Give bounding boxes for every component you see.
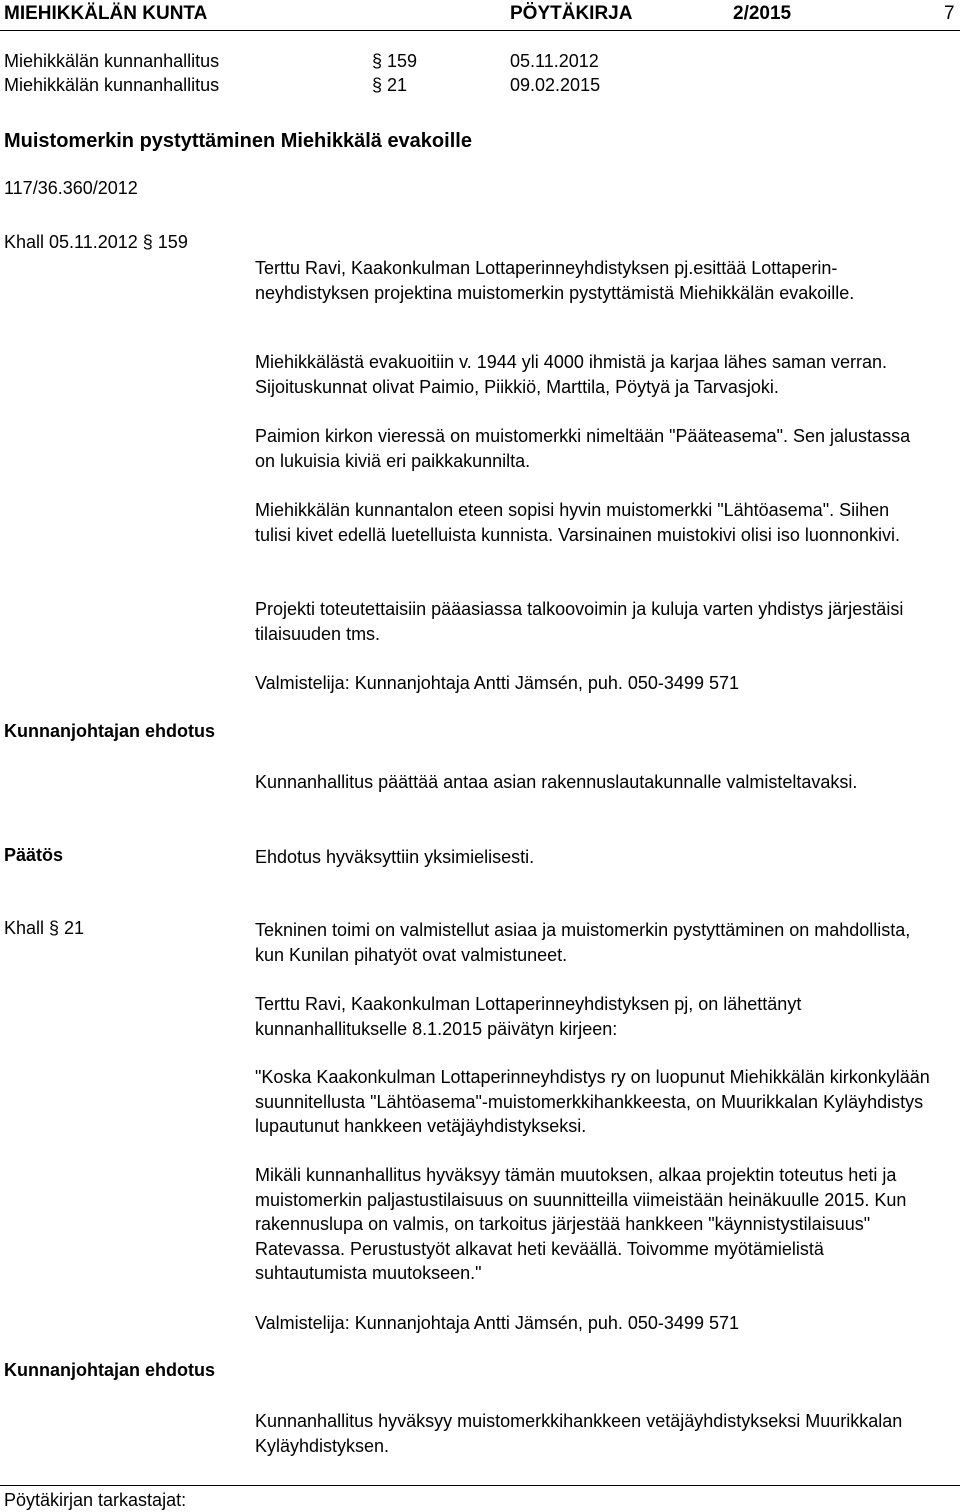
khall-21-p1: Tekninen toimi on valmistellut asiaa ja muistomerkin pystyttäminen on mahdollista, kun Kunilan pihatyöt ovat valmistuneet.	[255, 920, 911, 965]
page-title: Muistomerkin pystyttäminen Miehikkälä evakoille	[4, 130, 472, 152]
doc-number: 2/2015	[733, 3, 792, 24]
decision-label: Päätös	[4, 845, 64, 865]
org-name: MIEHIKKÄLÄN KUNTA	[4, 3, 208, 24]
ref-body-2: Miehikkälän kunnanhallitus	[4, 75, 220, 95]
proposal-label-2: Kunnanjohtajan ehdotus	[4, 1360, 215, 1380]
ref-body-1: Miehikkälän kunnanhallitus	[4, 51, 220, 71]
ref-section-1: § 159	[372, 51, 418, 71]
khall-159-p2: Miehikkälästä evakuoitiin v. 1944 yli 4000 ihmistä ja karjaa lähes saman verran. Sijoituskunnat olivat Paimio, Piikkiö, Marttila, Pöytyä ja Tarvasjoki.	[255, 352, 887, 397]
khall-159-p1: Terttu Ravi, Kaakonkulman Lottaperinneyhdistyksen pj.esittää Lottaperinneyhdistyksen projektina muistomerkin pystyttämistä Miehikkälän evakoille.	[255, 258, 855, 303]
section-label-khall-21: Khall § 21	[4, 918, 85, 938]
diary-number: 117/36.360/2012	[4, 178, 138, 198]
page-number: 7	[944, 3, 955, 24]
decision-text: Ehdotus hyväksyttiin yksimielisesti.	[255, 847, 535, 867]
ref-date-2: 09.02.2015	[510, 75, 601, 95]
khall-159-preparer: Valmistelija: Kunnanjohtaja Antti Jämsén, puh. 050-3499 571	[255, 673, 739, 693]
footer-reviewers-label: Pöytäkirjan tarkastajat:	[4, 1490, 187, 1510]
ref-date-1: 05.11.2012	[510, 51, 599, 71]
khall-21-letter-p1: "Koska Kaakonkulman Lottaperinneyhdistys ry on luopunut Miehikkälän kirkonkylään suunnitellusta "Lähtöasema"-muistomerkkihankkeesta, on Muurikkalan Kyläyhdistys lupautunut hankkeen vetäjäyhdistykseksi.	[255, 1067, 930, 1136]
doc-type: PÖYTÄKIRJA	[510, 3, 633, 24]
khall-159-p5: Projekti toteutettaisiin pääasiassa talkoovoimin ja kuluja varten yhdistys järjestäisi tilaisuuden tms.	[255, 599, 904, 644]
khall-21-letter-p2: Mikäli kunnanhallitus hyväksyy tämän muutoksen, alkaa projektin toteutus heti ja muistomerkin paljastustilaisuus on suunnitteilla viimeistään heinäkuulle 2015. Kun rakennuslupa on valmis, on tarkoitus järjestää hankkeen "käynnistystilaisuus" Ratevassa. Perustustyöt alkavat heti keväällä. Toivomme myötämielistä suhtautumista muutokseen."	[255, 1165, 907, 1283]
section-label-khall-159: Khall 05.11.2012 § 159	[4, 232, 188, 252]
khall-21-p2: Terttu Ravi, Kaakonkulman Lottaperinneyhdistyksen pj, on lähettänyt kunnanhallitukselle 8.1.2015 päivätyn kirjeen:	[255, 994, 802, 1039]
proposal-label-1: Kunnanjohtajan ehdotus	[4, 721, 215, 741]
header-rule	[0, 30, 960, 31]
footer-rule	[0, 1485, 960, 1486]
proposal-text-2: Kunnanhallitus hyväksyy muistomerkkihankkeen vetäjäyhdistykseksi Muurikkalan Kyläyhdistyksen.	[255, 1411, 903, 1456]
khall-159-p3: Paimion kirkon vieressä on muistomerkki nimeltään "Pääteasema". Sen jalustassa on lukuisia kiviä eri paikkakunnilta.	[255, 426, 911, 471]
proposal-text-1: Kunnanhallitus päättää antaa asian rakennuslautakunnalle valmisteltavaksi.	[255, 772, 858, 792]
khall-21-preparer: Valmistelija: Kunnanjohtaja Antti Jämsén, puh. 050-3499 571	[255, 1313, 739, 1333]
khall-159-p4: Miehikkälän kunnantalon eteen sopisi hyvin muistomerkki "Lähtöasema". Siihen tulisi kivet edellä luetelluista kunnista. Varsinainen muistokivi olisi iso luonnonkivi.	[255, 500, 900, 545]
ref-section-2: § 21	[372, 75, 408, 95]
